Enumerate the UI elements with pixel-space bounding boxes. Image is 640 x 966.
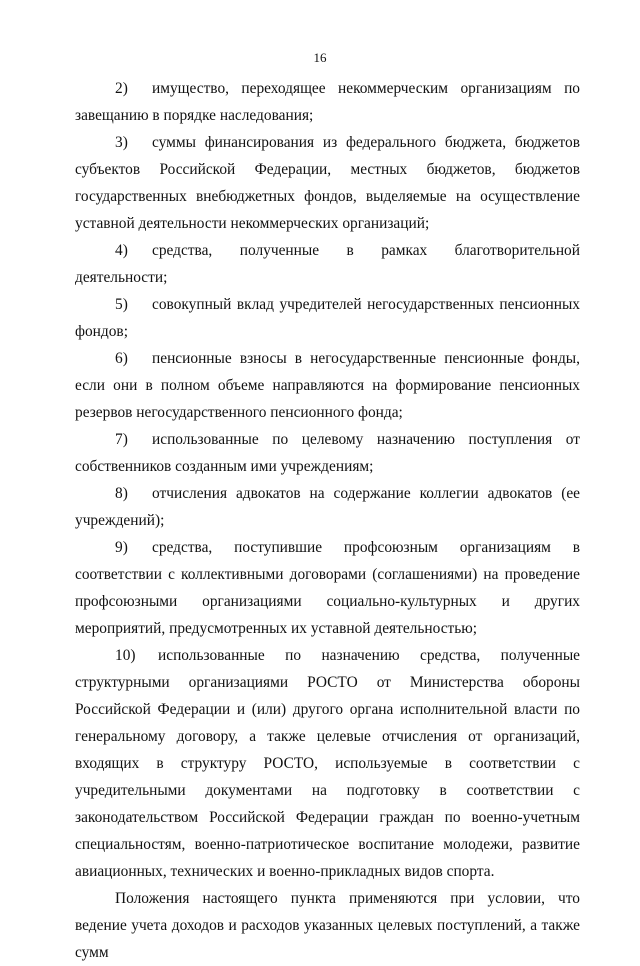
list-item-text: пенсионные взносы в негосударственные пенсионные фонды, если они в полном объеме направляются на формирование пенсионных резервов негосударственного пенсионного фонда; bbox=[75, 350, 580, 421]
list-item-text: суммы финансирования из федерального бюджета, бюджетов субъектов Российской Федерации, местных бюджетов, бюджетов государственных внебюджетных фондов, выделяемые на осуществление уставной деятельности некоммерческих организаций; bbox=[75, 134, 580, 232]
list-item-text: отчисления адвокатов на содержание коллегии адвокатов (ее учреждений); bbox=[75, 485, 580, 529]
list-item-number: 8) bbox=[115, 485, 128, 502]
list-item-10 bbox=[75, 642, 580, 885]
list-item-text: имущество, переходящее некоммерческим организациям по завещанию в порядке наследования; bbox=[75, 80, 580, 124]
list-item-number: 9) bbox=[115, 539, 128, 556]
list-item-number: 7) bbox=[115, 431, 128, 448]
list-item-2 bbox=[75, 75, 580, 129]
list-item-number: 6) bbox=[115, 350, 128, 367]
list-item-text: средства, поступившие профсоюзным организациям в соответствии с коллективными договорами (соглашениями) на проведение профсоюзными организациями социально-культурных и других мероприятий, предусмотренных их уставной деятельностью; bbox=[75, 539, 580, 637]
list-item-number: 2) bbox=[115, 80, 128, 97]
list-item-5 bbox=[75, 291, 580, 345]
page-number: 16 bbox=[313, 50, 327, 65]
list-item-number: 5) bbox=[115, 296, 128, 313]
list-item-text: использованные по назначению средства, полученные структурными организациями РОСТО от Министерства обороны Российской Федерации и (или) другого органа исполнительной власти по генеральному договору, а также целевые отчисления от организаций, входящих в структуру РОСТО, используемые в соответствии с учредительными документами на подготовку в соответствии с законодательством Российской Федерации граждан по военно-учетным специальностям, военно-патриотическое воспитание молодежи, развитие авиационных, технических и военно-прикладных видов спорта. bbox=[75, 647, 580, 880]
list-item-9 bbox=[75, 534, 580, 642]
list-item-6 bbox=[75, 345, 580, 426]
list-item-4 bbox=[75, 237, 580, 291]
list-item-3 bbox=[75, 129, 580, 237]
list-item-8 bbox=[75, 480, 580, 534]
list-item-text: совокупный вклад учредителей негосударственных пенсионных фондов; bbox=[75, 296, 580, 340]
list-item-number: 10) bbox=[115, 647, 136, 664]
list-item-text: средства, полученные в рамках благотворительной деятельности; bbox=[75, 242, 580, 286]
list-item-7 bbox=[75, 426, 580, 480]
list-item-number: 4) bbox=[115, 242, 128, 259]
list-item-text: использованные по целевому назначению поступления от собственников созданным ими учреждениям; bbox=[75, 431, 580, 475]
list-item-number: 3) bbox=[115, 134, 128, 151]
closing-paragraph: Положения настоящего пункта применяются при условии, что ведение учета доходов и расходов указанных целевых поступлений, а также сумм bbox=[75, 890, 580, 961]
document-body bbox=[75, 75, 580, 966]
